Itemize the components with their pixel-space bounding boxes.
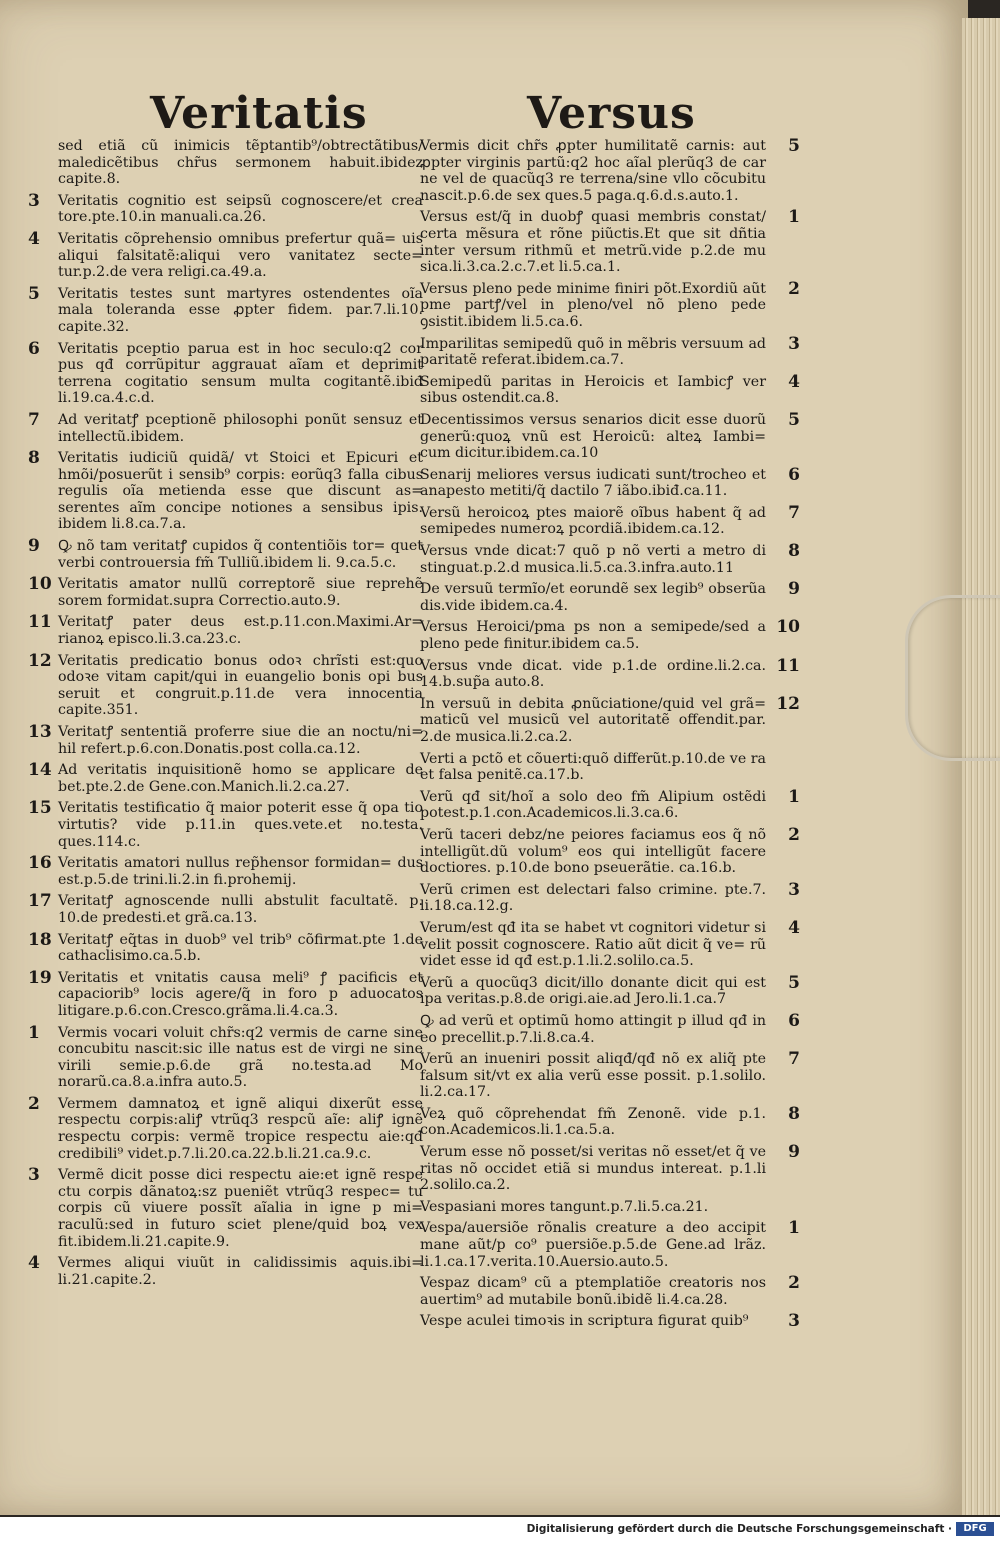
entry-text: Ꝙ ad verũ et optimũ homo attingit p illud qđ in eo precellit.p.7.li.8.ca.4. bbox=[420, 1012, 766, 1046]
entry-number: 3 bbox=[788, 333, 800, 354]
entry-number: 5 bbox=[788, 136, 800, 156]
entry-number: 4 bbox=[28, 1253, 40, 1274]
entry-number: 3 bbox=[28, 190, 40, 211]
entry-text: Versus Heroici/pma ps non a semipede/sed a pleno pede finitur.ibidem ca.5. bbox=[420, 619, 766, 653]
entry-number: 3 bbox=[28, 1165, 40, 1186]
entry-number: 2 bbox=[788, 1273, 800, 1294]
entry-text: Versus est/q̃ in duobꝭ quasi membris constat/ certa mẽsura et rõne piũctis.Et que sit dñtia inter versum rithmũ et metrũ.vide p.2.de mu sica.li.3.ca.2.c.7.et li.5.ca.1. bbox=[420, 209, 766, 276]
entry-number: 7 bbox=[28, 409, 40, 430]
index-entry bbox=[28, 1093, 423, 1162]
index-entry bbox=[420, 619, 800, 652]
entry-number: 13 bbox=[28, 722, 52, 742]
index-entry bbox=[28, 1022, 423, 1091]
index-entry bbox=[28, 762, 423, 795]
entry-number: 1 bbox=[788, 207, 800, 228]
index-entry bbox=[28, 1255, 423, 1288]
right-running-head: Versus bbox=[527, 88, 696, 139]
entry-text: Veritatis amatori nullus rep̃hensor formidan= dus est.p.5.de trini.li.2.in fi.prohemij. bbox=[58, 855, 423, 888]
entry-number: 18 bbox=[28, 929, 52, 950]
entry-number: 5 bbox=[788, 972, 800, 993]
left-running-head: Veritatis bbox=[150, 88, 368, 139]
entry-text: Veritatis cognitio est seipsũ cognoscere/et crea tore.pte.10.in manuali.ca.26. bbox=[58, 192, 423, 226]
index-entry bbox=[420, 502, 800, 538]
index-entry bbox=[28, 724, 423, 757]
entry-text: Versus vnde dicat:7 quõ p nõ verti a metro di stinguat.p.2.d musica.li.5.ca.3.infra.auto.11 bbox=[420, 543, 766, 576]
index-entry bbox=[420, 278, 800, 331]
entry-number: 4 bbox=[788, 371, 800, 392]
entry-number: 12 bbox=[776, 693, 800, 714]
index-entry bbox=[420, 972, 800, 1008]
entry-number: 3 bbox=[788, 1311, 800, 1332]
entry-text: Versus vnde dicat. vide p.1.de ordine.li.2.ca. 14.b.sup̃a auto.8. bbox=[420, 657, 766, 691]
index-entry bbox=[420, 1220, 800, 1270]
index-entry bbox=[28, 409, 423, 445]
index-entry bbox=[420, 581, 800, 614]
index-entry bbox=[28, 283, 423, 336]
index-entry bbox=[28, 450, 423, 533]
entry-number: 9 bbox=[28, 536, 40, 557]
entry-number: 1 bbox=[28, 1022, 40, 1043]
index-entry bbox=[28, 800, 423, 850]
entry-number: 17 bbox=[28, 891, 52, 912]
index-entry bbox=[420, 655, 800, 691]
index-entry bbox=[420, 409, 800, 462]
entry-number: 7 bbox=[788, 1049, 800, 1070]
entry-number: 2 bbox=[788, 824, 800, 845]
index-entry bbox=[420, 464, 800, 500]
entry-number: 4 bbox=[788, 917, 800, 938]
entry-number: 6 bbox=[28, 338, 40, 359]
entry-number: 6 bbox=[788, 1010, 800, 1031]
index-entry bbox=[28, 338, 423, 407]
entry-text: Veritatis et vnitatis causa meli⁹ ꝭ pacificis et capaciorib⁹ locis agere/q̃ in foro p aduocatos litigare.p.6.con.Cresco.grãma.li.4.ca.3. bbox=[58, 969, 423, 1019]
entry-text: De versuũ termĩo/et eorundẽ sex legib⁹ obserũa dis.vide ibidem.ca.4. bbox=[420, 581, 766, 614]
entry-number: 16 bbox=[28, 853, 52, 874]
index-entry bbox=[420, 917, 800, 970]
entry-text: Veritatis amator nullũ correptorẽ siue reprehẽ sorem formidat.supra Correctio.auto.9. bbox=[58, 576, 423, 609]
index-entry bbox=[28, 929, 423, 965]
entry-number: 4 bbox=[28, 228, 40, 249]
index-entry bbox=[420, 209, 800, 275]
entry-text: Vermes aliqui viuũt in calidissimis aquis.ibi= li.21.capite.2. bbox=[58, 1255, 423, 1288]
entry-text: Veritatꝭ sententiã proferre siue die an noctu/ni= hil refert.p.6.con.Donatis.post colla.ca.12. bbox=[58, 724, 423, 757]
index-entry bbox=[28, 855, 423, 888]
index-entry bbox=[420, 371, 800, 407]
index-entry bbox=[420, 1275, 800, 1308]
index-entry bbox=[420, 1103, 800, 1139]
index-entry bbox=[420, 1313, 800, 1330]
entry-number: 8 bbox=[28, 448, 40, 469]
entry-number: 7 bbox=[788, 502, 800, 523]
entry-text: Imparilitas semipedũ quõ in mẽbris versuum ad paritatẽ referat.ibidem.ca.7. bbox=[420, 335, 766, 369]
entry-text: Vermem damnatoꝝ et ignẽ aliqui dixerũt esse respectu corpis:aliꝭ vtrũq3 respcũ aĩe: aliꝭ ignẽ respectu corpis: vermẽ tropice respectu aie:qđ credibili⁹ videt.p.7.li.20.ca.22.b.li.21.ca.9.c. bbox=[58, 1095, 423, 1162]
entry-text: Veritatꝭ pater deus est.p.11.con.Maximi.Ar= rianoꝝ episco.li.3.ca.23.c. bbox=[58, 614, 423, 648]
left-column bbox=[28, 138, 423, 1293]
entry-text: Verũ an inueniri possit aliqđ/qđ nõ ex aliq̃ pte falsum sit/vt ex alia verũ esse possit. p.1.solilo. li.2.ca.17. bbox=[420, 1051, 766, 1101]
index-entry bbox=[28, 228, 423, 281]
entry-text: Ad veritatꝭ pceptionẽ philosophi ponũt sensuz et intellectũ.ibidem. bbox=[58, 411, 423, 445]
entry-text: Vermis dicit chr̃s ꝓpter humilitatẽ carnis: aut ꝓpter virginis partũ:q2 hoc aĩal plerũq3 de car ne vel de quacũq3 re terrena/sine vllo cõcubitu nascit.p.6.de sex ques.5 paga.q.6.d.s.auto.1. bbox=[420, 138, 766, 204]
entry-number: 12 bbox=[28, 650, 52, 671]
index-entry bbox=[420, 138, 800, 204]
entry-text: Verũ crimen est delectari falso crimine. pte.7. li.18.ca.12.g. bbox=[420, 881, 766, 915]
index-entry bbox=[420, 1199, 800, 1216]
entry-number: 9 bbox=[788, 579, 800, 600]
index-entry bbox=[28, 967, 423, 1020]
entry-text: Semipedũ paritas in Heroicis et Iambicꝭ ver sibus ostendit.ca.8. bbox=[420, 373, 766, 407]
entry-number: 5 bbox=[788, 409, 800, 430]
index-entry bbox=[420, 543, 800, 576]
entry-number: 8 bbox=[788, 541, 800, 562]
entry-number: 15 bbox=[28, 798, 52, 819]
entry-text: Decentissimos versus senarios dicit esse duorũ generũ:quoꝝ vnũ est Heroicũ: alteꝝ Iambi= cum dicitur.ibidem.ca.10 bbox=[420, 411, 766, 462]
entry-text: Ꝙ nõ tam veritatꝭ cupidos q̃ contentiõis tor= quet verbi controuersia fm̃ Tulliũ.ibidem li. 9.ca.5.c. bbox=[58, 538, 423, 571]
index-entry bbox=[420, 751, 800, 784]
index-entry bbox=[420, 786, 800, 822]
entry-number: 3 bbox=[788, 879, 800, 900]
index-entry bbox=[420, 1010, 800, 1046]
entry-text: Verũ a quocũq3 dicit/illo donante dicit qui est ipa veritas.p.8.de origi.aie.ad Jero.li.1.ca.7 bbox=[420, 974, 766, 1008]
entry-number: 2 bbox=[28, 1093, 40, 1114]
footer-bar bbox=[0, 1517, 1000, 1542]
entry-number: 1 bbox=[788, 1218, 800, 1239]
entry-text: Veritatꝭ agnoscende nulli abstulit facultatẽ. p. 10.de predesti.et grã.ca.13. bbox=[58, 893, 423, 926]
entry-text: Veritatis cõprehensio omnibus prefertur quã= uis aliqui falsitatẽ:aliqui vero vanitatez secte= tur.p.2.de vera religi.ca.49.a. bbox=[58, 230, 423, 281]
index-entry bbox=[420, 879, 800, 915]
entry-text: Veritatis testes sunt martyres ostendentes oĩa mala toleranda esse ꝓpter fidem. par.7.li.10. capite.32. bbox=[58, 285, 423, 335]
entry-text: Verũ taceri debz/ne peiores faciamus eos q̃ nõ intelligũt.dũ volum⁹ eos qui intelligũt facere doctiores. p.10.de bono pseuerãtie. ca.16.b. bbox=[420, 826, 766, 877]
index-entry bbox=[420, 1144, 800, 1194]
index-entry bbox=[28, 650, 423, 719]
entry-text: Vespe aculei timoꝛis in scriptura figurat quib⁹ bbox=[420, 1313, 749, 1330]
entry-text: Veritatꝭ eq̃tas in duob⁹ vel trib⁹ cõfirmat.pte 1.de cathaclisimo.ca.5.b. bbox=[58, 931, 423, 965]
entry-text: Vermẽ dicit posse dici respectu aie:et ignẽ respe ctu corpis dãnatoꝝ:sz pueniẽt vtrũq3 respec= tu corpis cũ viuere possĩt aĩalia in igne p mi= raculũ:sed in futuro sciet plene/quid boꝝ vex fit.ibidem.li.21.capite.9. bbox=[58, 1167, 423, 1250]
entry-number: 5 bbox=[28, 283, 40, 304]
entry-text: Veritatis testificatio q̃ maior poterit esse q̃ opa tio virtutis? vide p.11.in ques.vete.et no.testa. ques.114.c. bbox=[58, 800, 423, 850]
entry-text: Verti a pctõ et cõuerti:quõ differũt.p.10.de ve ra et falsa penitẽ.ca.17.b. bbox=[420, 750, 766, 784]
index-entry bbox=[420, 824, 800, 877]
index-entry bbox=[28, 1167, 423, 1250]
index-entry bbox=[28, 576, 423, 609]
index-entry bbox=[420, 333, 800, 369]
entry-number: 10 bbox=[28, 574, 52, 595]
entry-text: Vespasiani mores tangunt.p.7.li.5.ca.21. bbox=[420, 1198, 709, 1215]
entry-text: Ad veritatis inquisitionẽ homo se applicare de bet.pte.2.de Gene.con.Manich.li.2.ca.27. bbox=[58, 762, 423, 795]
entry-text: Senarij meliores versus iudicati sunt/trocheo et anapesto metiti/q̃ dactilo 7 iãbo.ibiđ.ca.11. bbox=[420, 466, 766, 500]
index-entry bbox=[28, 614, 423, 647]
entry-text: Vespa/auersiõe rõnalis creature a deo accipit mane aũt/p co⁹ puersiõe.p.5.de Gene.ad lrãz. li.1.ca.17.verita.10.Auersio.auto.5. bbox=[420, 1220, 766, 1270]
entry-text: Vermis vocari voluit chr̃s:q2 vermis de carne sine concubitu nascit:sic ille natus est de virgi ne sine virili semie.p.6.de grã no.testa.ad Mo norarũ.ca.8.a.infra auto.5. bbox=[58, 1024, 423, 1091]
entry-text: sed etiã cũ inimicis tẽptantib⁹/obtrectãtibus/ maledicẽtibus chr̃us sermonem habuit.ibidez capite.8. bbox=[58, 138, 423, 188]
entry-text: Veꝝ quõ cõprehendat fm̃ Zenonẽ. vide p.1. con.Academicos.li.1.ca.5.a. bbox=[420, 1105, 766, 1139]
entry-text: Verũ qđ sit/hoĩ a solo deo fm̃ Alipium ostẽdi potest.p.1.con.Academicos.li.3.ca.6. bbox=[420, 788, 766, 822]
entry-text: Veritatis iudiciũ quidã/ vt Stoici et Epicuri et hmõi/posuerũt i sensib⁹ corpis: eorũq3 falla cibus regulis oĩa metienda esse que discunt as= serentes aĩm concipe notiones a sensibus ipis. ibidem li.8.ca.7.a. bbox=[58, 450, 423, 533]
entry-text: Vespaz dicam⁹ cũ a ptemplatiõe creatoris nos auertim⁹ ad mutabile bonũ.ibidẽ li.4.ca.28. bbox=[420, 1275, 766, 1308]
entry-text: Verum/est qđ ita se habet vt cognitori videtur si velit possit cognoscere. Ratio aũt dicit q̃ ve= rũ videt esse id qđ est.p.1.li.2.solilo.ca.5. bbox=[420, 919, 766, 970]
entry-number: 8 bbox=[788, 1103, 800, 1124]
index-entry bbox=[28, 893, 423, 926]
funding-notice: Digitalisierung gefördert durch die Deutsche Forschungsgemeinschaft · bbox=[526, 1523, 952, 1535]
index-entry bbox=[28, 538, 423, 571]
entry-text: Verum esse nõ posset/si veritas nõ esset/et q̃ ve ritas nõ occidet etiã si mundus intereat. p.1.li 2.solilo.ca.2. bbox=[420, 1144, 766, 1194]
index-entry bbox=[28, 190, 423, 226]
index-entry bbox=[420, 693, 800, 746]
entry-number: 14 bbox=[28, 760, 52, 781]
entry-number: 9 bbox=[788, 1142, 800, 1163]
right-column bbox=[420, 138, 800, 1335]
paper-clip bbox=[905, 595, 1000, 761]
entry-text: Veritatis predicatio bonus odoꝛ chrĩsti est:quo odoꝛe vitam capit/qui in euangelio bonis opi bus seruit et congruit.p.11.de vera innocentia capite.351. bbox=[58, 652, 423, 719]
entry-text: Versũ heroicoꝝ ptes maiorẽ oĩbus habent q̃ ad semipedes numeroꝝ pcordiã.ibidem.ca.12. bbox=[420, 504, 766, 538]
entry-number: 2 bbox=[788, 278, 800, 299]
entry-number: 1 bbox=[788, 786, 800, 807]
page-edges bbox=[962, 18, 1000, 1515]
entry-number: 11 bbox=[776, 655, 800, 676]
entry-number: 10 bbox=[776, 617, 800, 638]
entry-number: 19 bbox=[28, 967, 52, 988]
dfg-logo: DFG bbox=[956, 1522, 994, 1536]
entry-text: In versuũ in debita ꝓnũciatione/quid vel grã= maticũ vel musicũ vel autoritatẽ offendit.par. 2.de musica.li.2.ca.2. bbox=[420, 695, 766, 745]
entry-number: 6 bbox=[788, 464, 800, 485]
index-entry bbox=[420, 1051, 800, 1101]
entry-text: Versus pleno pede minime finiri põt.Exordiũ aũt pme partꝭ/vel in pleno/vel nõ pleno pede ꝯsistit.ibidem li.5.ca.6. bbox=[420, 280, 766, 330]
entry-text: Veritatis pceptio parua est in hoc seculo:q2 cor pus qđ corrũpitur aggrauat aĩam et deprimit terrena cogitatio sensum multa cogitantẽ.ibiđ li.19.ca.4.c.d. bbox=[58, 340, 423, 407]
entry-number: 11 bbox=[28, 612, 52, 633]
index-entry bbox=[28, 138, 423, 188]
